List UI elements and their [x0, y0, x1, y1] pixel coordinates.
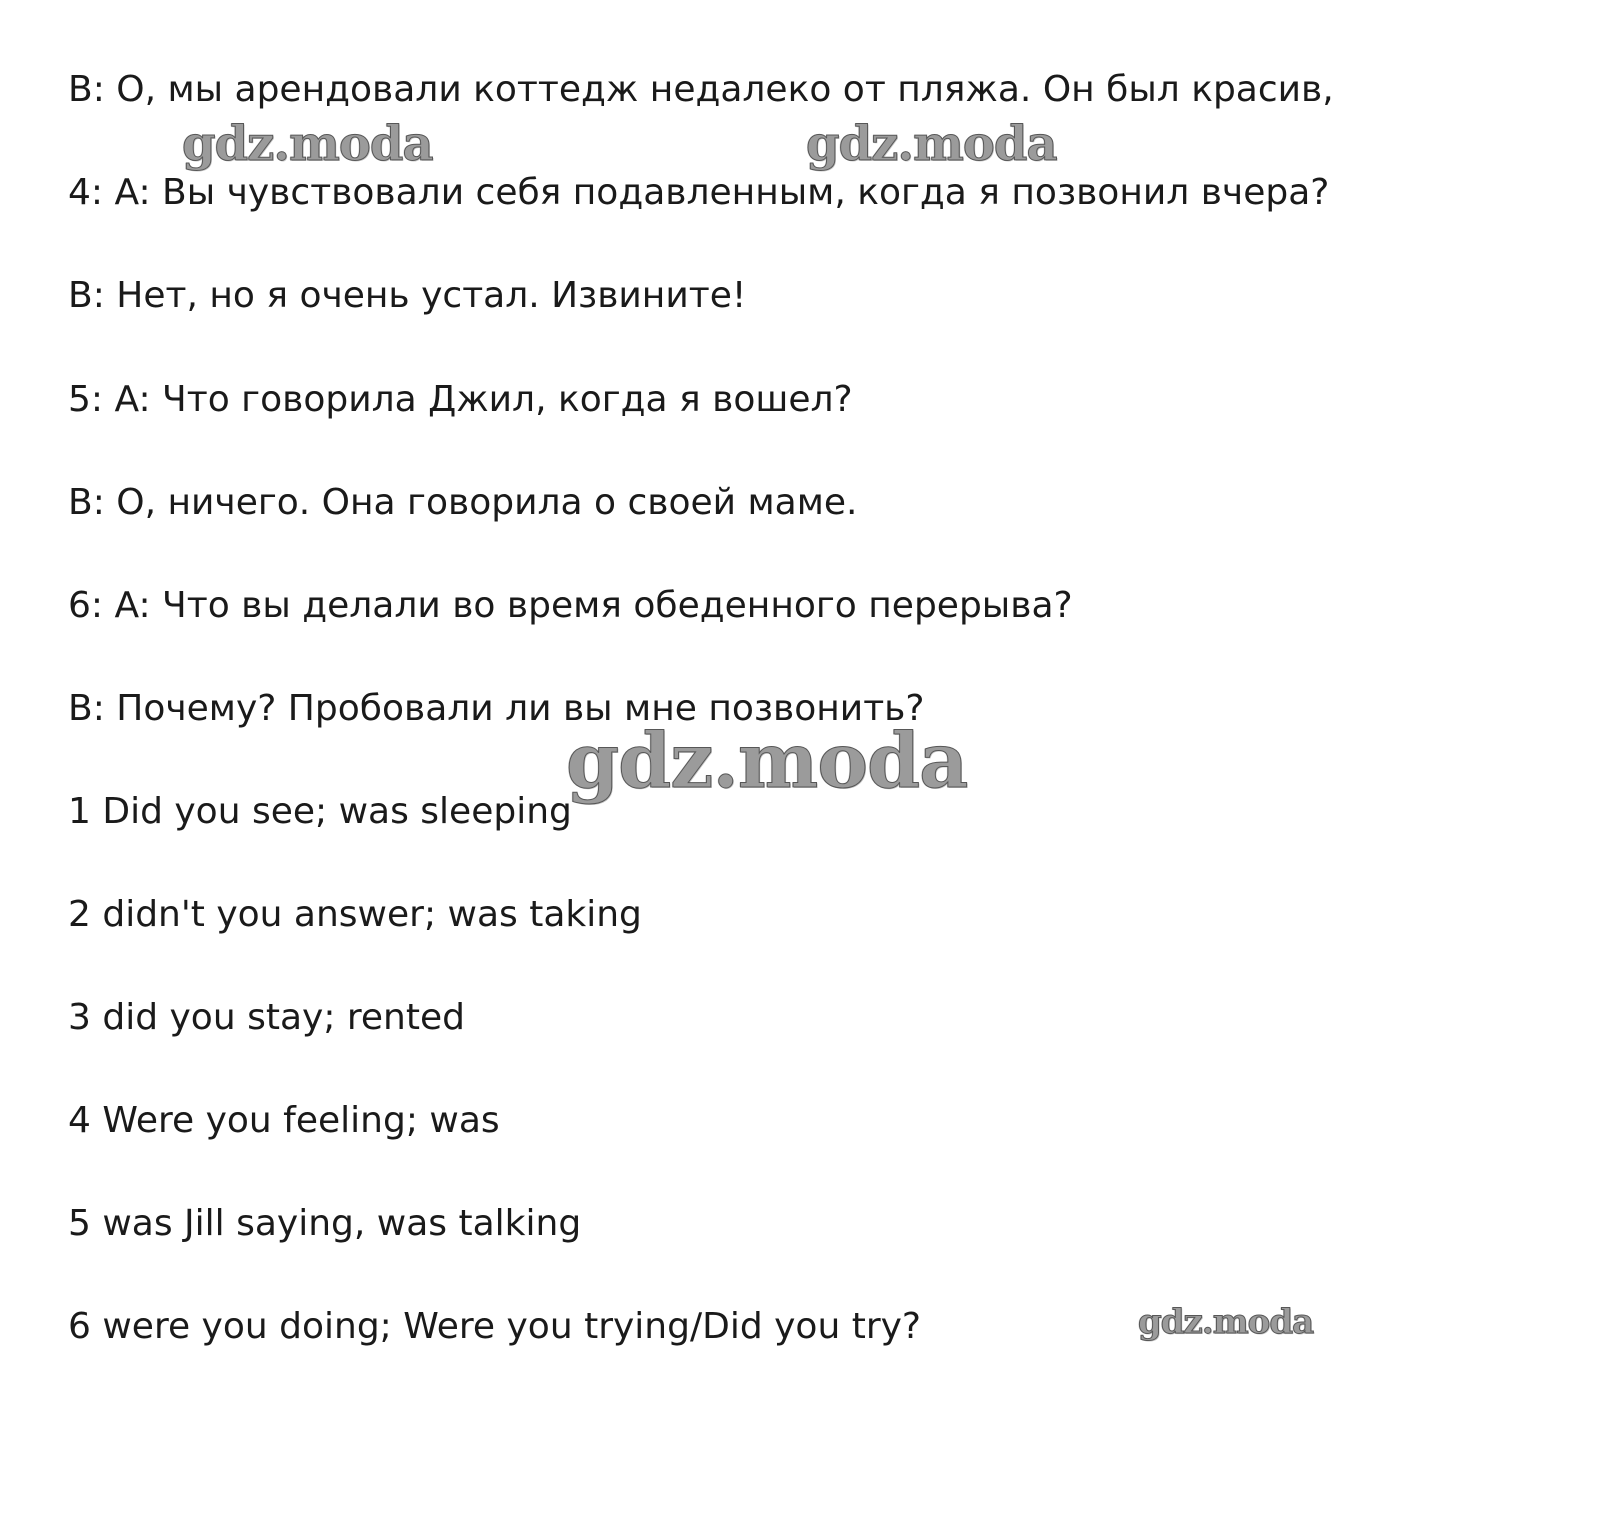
watermark: gdz.moda: [566, 716, 968, 805]
text-line-5: B: О, ничего. Она говорила о своей маме.: [68, 482, 858, 523]
answer-line-1: 1 Did you see; was sleeping: [68, 791, 572, 832]
text-line-6: 6: A: Что вы делали во время обеденного перерыва?: [68, 585, 1073, 626]
text-line-2: 4: A: Вы чувствовали себя подавленным, когда я позвонил вчера?: [68, 172, 1330, 213]
text-line-7: B: Почему? Пробовали ли вы мне позвонить?: [68, 688, 925, 729]
answer-line-5: 5 was Jill saying, was talking: [68, 1203, 582, 1244]
text-line-3: B: Нет, но я очень устал. Извините!: [68, 275, 747, 316]
watermark: gdz.moda: [1138, 1302, 1314, 1342]
watermark: gdz.moda: [806, 116, 1057, 172]
text-line-1: B: О, мы арендовали коттедж недалеко от пляжа. Он был красив,: [68, 69, 1334, 110]
answer-line-6: 6 were you doing; Were you trying/Did you try?: [68, 1306, 922, 1347]
watermark: gdz.moda: [182, 116, 433, 172]
answer-line-4: 4 Were you feeling; was: [68, 1100, 500, 1141]
answer-line-2: 2 didn't you answer; was taking: [68, 894, 642, 935]
answer-line-3: 3 did you stay; rented: [68, 997, 465, 1038]
text-line-4: 5: A: Что говорила Джил, когда я вошел?: [68, 379, 853, 420]
